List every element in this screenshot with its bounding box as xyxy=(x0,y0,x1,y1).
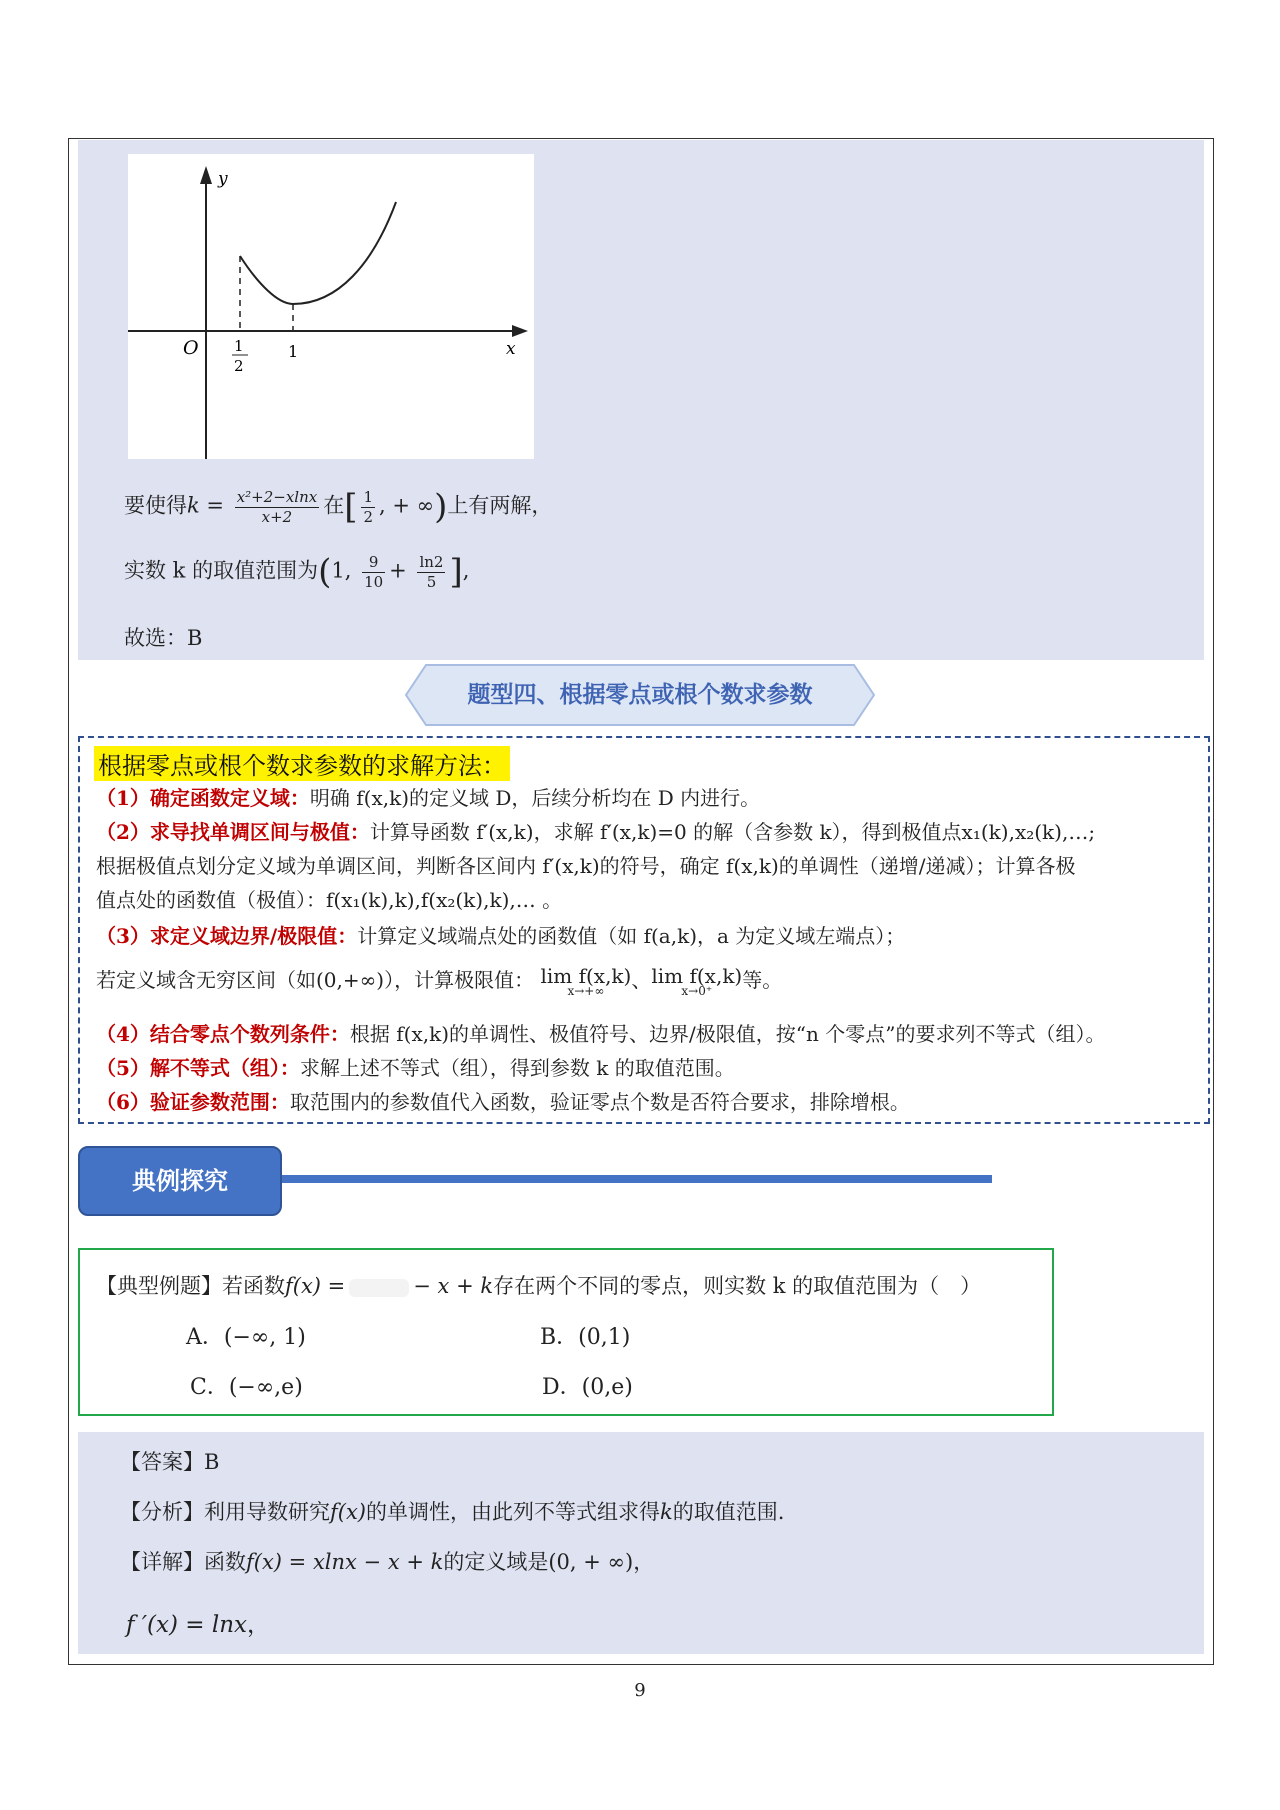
method-step-2-line2: 根据极值点划分定义域为单调区间，判断各区间内 f′(x,k)的符号，确定 f(x,k)的单调性（递增/递减）；计算各极 xyxy=(96,854,1076,878)
tick-half-den: 2 xyxy=(234,357,244,375)
method-step-2: （2）求导找单调区间与极值：计算导函数 f′(x,k)，求解 f′(x,k)=0 的解（含参数 k），得到极值点x₁(k),x₂(k),…; xyxy=(96,820,1096,844)
y-axis-arrow xyxy=(200,166,212,184)
banner-title: 题型四、根据零点或根个数求参数 xyxy=(467,682,813,708)
x-axis-label: x xyxy=(506,339,516,359)
origin-label: O xyxy=(183,337,199,359)
curve xyxy=(240,202,396,304)
method-step-3: （3）求定义域边界/极限值：计算定义域端点处的函数值（如 f(a,k)，a 为定义域左端点）； xyxy=(96,924,906,948)
solution-line-2: 实数 k 的取值范围为(1, $\frac{9}{10}$ + $\frac{\ln 2}{5}$ ], xyxy=(124,552,470,592)
option-c: C．(−∞,e) xyxy=(190,1375,303,1400)
detail-line: 【详解】函数f(x) = xlnx − x + k的定义域是(0, + ∞)， xyxy=(120,1550,655,1574)
method-step-6: （6）验证参数范围：取范围内的参数值代入函数，验证零点个数是否符合要求，排除增根。 xyxy=(96,1090,910,1114)
method-step-2-line3: 值点处的函数值（极值）：f(x₁(k),k),f(x₂(k),k),… 。 xyxy=(96,888,563,912)
option-b: B．(0,1) xyxy=(540,1325,631,1350)
tick-half-num: 1 xyxy=(234,337,244,355)
answer-line: 【答案】B xyxy=(120,1450,220,1474)
option-d: D．(0,e) xyxy=(542,1375,633,1400)
method-step-5: （5）解不等式（组）：求解上述不等式（组），得到参数 k 的取值范围。 xyxy=(96,1056,735,1080)
blurred-term xyxy=(349,1279,409,1297)
section-tab: 典例探究 xyxy=(78,1146,282,1216)
function-graph xyxy=(128,154,534,459)
topic-banner xyxy=(404,663,876,727)
method-step-1: （1）确定函数定义域：明确 f(x,k)的定义域 D，后续分析均在 D 内进行。 xyxy=(96,786,761,810)
tick-one: 1 xyxy=(288,342,299,361)
example-question: 【典型例题】若函数f(x) = − x + k存在两个不同的零点，则实数 k 的取值范围为（ ） xyxy=(96,1274,982,1298)
page-number: 9 xyxy=(634,1680,646,1701)
derivative-line: f ′(x) = lnx， xyxy=(126,1612,270,1638)
solution-line-1: 要使得k = $\frac{\text{x²+2−xlnx}}{x+2}$ 在[ $\frac{1}{2}$ , + ∞)上有两解， xyxy=(124,487,553,527)
method-title: 根据零点或根个数求参数的求解方法： xyxy=(94,746,510,781)
method-step-3-line2: 若定义域含无穷区间（如(0,+∞)），计算极限值： lim f(x,k) x→+∞ 、 lim f(x,k) x→0⁺ 等。 xyxy=(96,964,783,998)
section-bar xyxy=(282,1175,992,1183)
x-axis-arrow xyxy=(512,325,528,337)
option-a: A．(−∞, 1) xyxy=(186,1325,306,1350)
method-step-4: （4）结合零点个数列条件：根据 f(x,k)的单调性、极值符号、边界/极限值，按“n 个零点”的要求列不等式（组）。 xyxy=(96,1022,1106,1046)
solution-line-3: 故选：B xyxy=(124,626,203,650)
analysis-line: 【分析】利用导数研究f(x)的单调性，由此列不等式组求得k的取值范围. xyxy=(120,1500,785,1524)
y-axis-label: y xyxy=(218,169,228,189)
